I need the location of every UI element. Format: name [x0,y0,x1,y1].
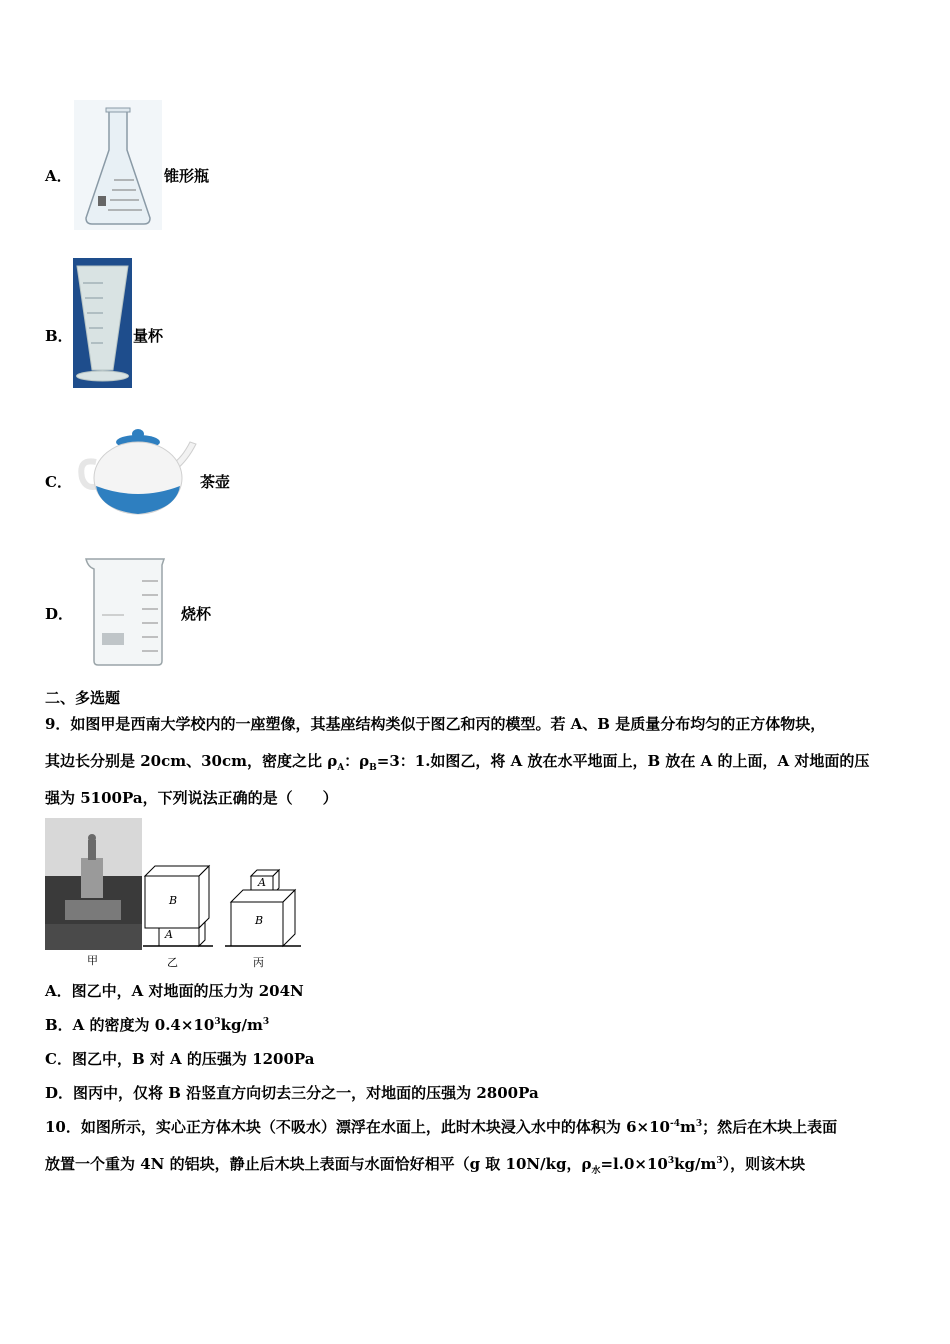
option-d[interactable] [0,548,300,673]
q9-option-b[interactable] [45,1014,269,1035]
conical-flask-icon [74,100,162,230]
q10-line-2-sub: 水 [591,1166,601,1176]
q9-option-c[interactable]: C．图乙中，B 对 A 的压强为 1200Pa [45,1050,315,1068]
option-a[interactable] [0,95,300,235]
q10-line-2-mid2: kg/m [674,1155,717,1173]
q9-sub-b: B [369,763,377,773]
statue-photo [45,818,142,950]
option-a-name: 锥形瓶 [164,167,210,185]
q10-line-2-sup2: 3 [716,1156,723,1166]
q9-option-a[interactable]: A．图乙中，A 对地面的压力为 204N [45,982,304,1000]
q9-option-b-pre: B．A 的密度为 0.4×10 [45,1016,215,1034]
option-b-label: B． [45,327,73,345]
yi-cube-a-label: A [165,928,173,941]
q9-line-2-post: =3：1.如图乙，将 A 放在水平地面上，B 放在 A 的上面，A 对地面的压 [376,752,870,770]
option-b-name: 量杯 [133,327,164,345]
option-a-label: A． [45,167,72,185]
bing-cube-a-label: A [258,876,266,889]
q10-line-2-pre: 放置一个重为 4N 的铝块，静止后木块上表面与水面恰好相平（g 取 10N/kg，ρ [45,1155,592,1173]
option-c[interactable] [0,415,300,525]
q9-option-b-mid: kg/m [220,1016,263,1034]
q9-option-b-sup1: 3 [214,1017,221,1027]
q10-line-1-pre: 10．如图所示，实心正方体木块（不吸水）漂浮在水面上，此时木块浸入水中的体积为 6×10 [45,1118,670,1136]
q9-line-1: 9．如图甲是西南大学校内的一座塑像，其基座结构类似于图乙和丙的模型。若 A、B 是质量分布均匀的正方体物块， [45,715,826,733]
beaker-icon [80,553,170,668]
measuring-cup-icon [73,258,132,388]
q10-line-2 [45,1153,805,1176]
q9-line-2-mid: ：ρ [344,752,370,770]
option-c-label: C． [45,473,72,491]
q9-option-d[interactable]: D．图丙中，仅将 B 沿竖直方向切去三分之一，对地面的压强为 2800Pa [45,1084,539,1102]
caption-bing: 丙 [253,956,264,969]
q10-line-2-sup1: 3 [667,1156,675,1166]
q9-line-2 [45,750,869,773]
teapot-icon [76,420,200,520]
q10-line-2-post: ），则该木块 [722,1155,806,1173]
q10-line-1-sup1: -4 [669,1119,680,1129]
q9-sub-a: A [337,763,345,773]
caption-jia: 甲 [87,954,98,967]
yi-cube-b-label: B [169,894,178,907]
option-d-label: D． [45,605,74,623]
bing-cube-b-label: B [255,914,264,927]
cube-diagram-yi [143,862,213,950]
q10-line-2-mid: =l.0×10 [600,1155,668,1173]
q9-option-b-sup2: 3 [262,1017,270,1027]
option-d-name: 烧杯 [181,605,212,623]
caption-yi: 乙 [167,956,178,969]
q10-line-1 [45,1116,837,1137]
option-b[interactable] [0,255,300,395]
option-c-name: 茶壶 [200,473,231,491]
q9-line-3: 强为 5100Pa，下列说法正确的是（ ） [45,789,338,807]
q10-line-1-post: ；然后在木块上表面 [702,1118,838,1136]
q9-line-2-pre: 其边长分别是 20cm、30cm，密度之比 ρ [45,752,338,770]
q10-line-1-mid: m [679,1118,696,1136]
section-title: 二、多选题 [45,689,121,707]
q9-figure [45,818,305,968]
q10-line-1-sup2: 3 [695,1119,703,1129]
